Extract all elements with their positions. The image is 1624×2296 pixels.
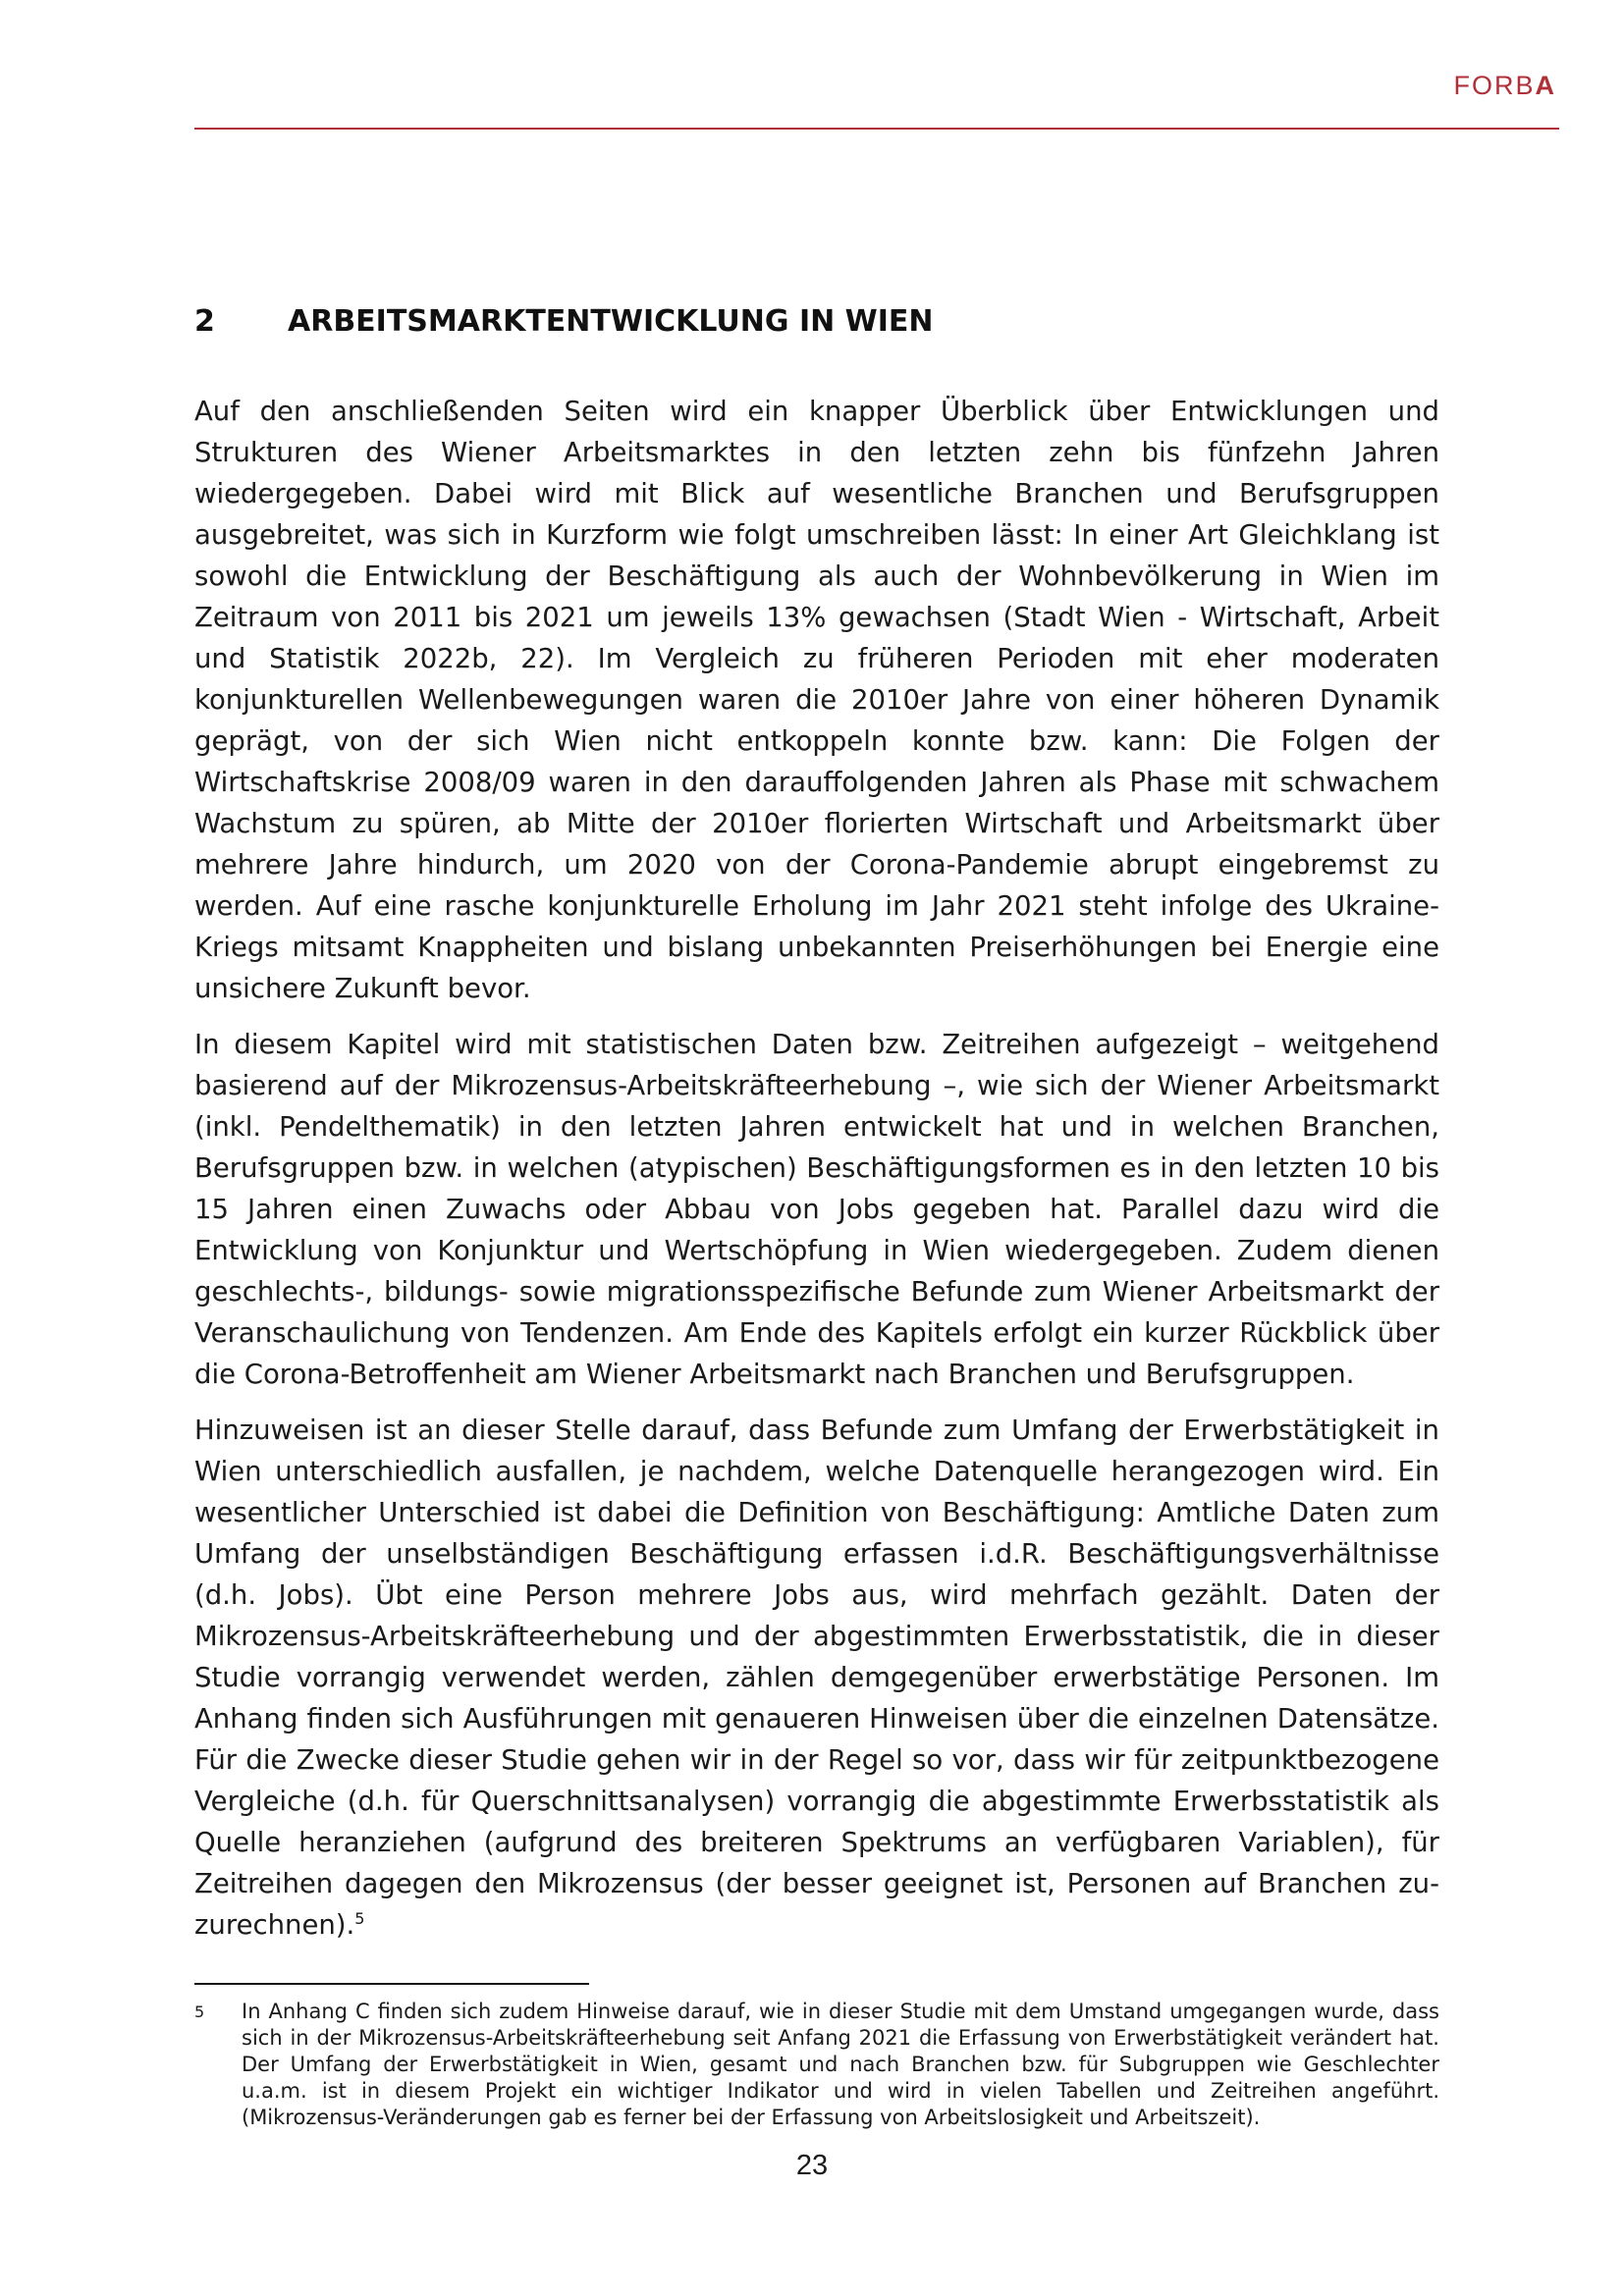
paragraph-1: Auf den anschließenden Seiten wird ein knapper Überblick über Entwicklungen und Strukturen des Wiener Arbeitsmarktes in den letzten zehn bis fünfzehn Jahren wiedergegeben. Dabei wird mit Blick auf wesentliche Branchen und Berufsgruppen ausgebreitet, was sich in Kurzform wie folgt umschreiben lässt: In einer Art Gleichklang ist sowohl die Entwicklung der Beschäftigung als auch der Wohnbevölkerung in Wien im Zeitraum von 2011 bis 2021 um jeweils 13% gewachsen (Stadt Wien - Wirtschaft, Arbeit und Statistik 2022b, 22). Im Vergleich zu früheren Perioden mit eher moderaten konjunkturellen Wellenbewegungen waren die 2010er Jahre von einer höheren Dynamik geprägt, von der sich Wien nicht entkoppeln konnte bzw. kann: Die Folgen der Wirtschaftskrise 2008/09 waren in den darauffolgenden Jahren als Phase mit schwachem Wachstum zu spüren, ab Mitte der 2010er florierten Wirtschaft und Arbeitsmarkt über mehrere Jahre hindurch, um 2020 von der Corona-Pandemie abrupt eingebremst zu werden. Auf eine rasche konjunkturelle Erholung im Jahr 2021 steht infolge des Ukraine-Kriegs mitsamt Knappheiten und bislang unbekannten Preiserhöhungen bei Energie eine unsichere Zukunft bevor. xyxy=(194,396,1439,1004)
chapter-title: ARBEITSMARKTENTWICKLUNG IN WIEN xyxy=(288,304,934,339)
chapter-number: 2 xyxy=(194,304,215,339)
footnote xyxy=(194,1999,1439,2131)
chapter-heading xyxy=(194,304,934,339)
logo-text-last: A xyxy=(1535,71,1556,100)
footnote-text: In Anhang C finden sich zudem Hinweise darauf, wie in dieser Studie mit dem Umstand umgegangen wurde, dass sich in der Mikrozensus-Arbeitskräfteerhebung seit Anfang 2021 die Erfassung von Erwerbstätigkeit verändert hat. Der Umfang der Erwerbstätigkeit in Wien, gesamt und nach Branchen bzw. für Subgruppen wie Geschlechter u.a.m. ist in diesem Projekt ein wichtiger Indikator und wird in vielen Tabellen und Zeitreihen angeführt. (Mikrozensus-Veränderungen gab es ferner bei der Erfassung von Arbeitslosigkeit und Arbeitszeit). xyxy=(242,2000,1439,2129)
logo-text-main: FORB xyxy=(1453,71,1536,100)
page-number: 23 xyxy=(795,2150,829,2181)
paragraph-3 xyxy=(194,1410,1439,1946)
footnote-divider xyxy=(194,1983,589,1985)
paragraph-2: In diesem Kapitel wird mit statistischen Daten bzw. Zeitreihen aufgezeigt – weitgehend basierend auf der Mikrozensus-Arbeitskräfteerhebung –, wie sich der Wiener Arbeitsmarkt (inkl. Pendelthematik) in den letzten Jahren entwickelt hat und in welchen Branchen, Berufsgruppen bzw. in welchen (atypischen) Beschäftigungsformen es in den letzten 10 bis 15 Jahren einen Zuwachs oder Abbau von Jobs gegeben hat. Parallel dazu wird die Entwicklung von Konjunktur und Wertschöpfung in Wien wiedergegeben. Zudem dienen geschlechts-, bildungs- sowie migrationsspezifische Befunde zum Wiener Arbeitsmarkt der Veranschaulichung von Tendenzen. Am Ende des Kapitels erfolgt ein kurzer Rückblick über die Corona-Betroffenheit am Wiener Arbeitsmarkt nach Branchen und Berufsgruppen. xyxy=(194,1029,1439,1390)
paragraph-3-text: Hinzuweisen ist an dieser Stelle darauf, dass Befunde zum Umfang der Erwerbstätigkeit in Wien unterschiedlich ausfallen, je nachdem, welche Datenquelle herangezogen wird. Ein wesentlicher Unterschied ist dabei die Definition von Beschäftigung: Amtliche Daten zum Umfang der unselbständigen Beschäftigung erfassen i.d.R. Beschäftigungsverhältnisse (d.h. Jobs). Übt eine Person mehrere Jobs aus, wird mehrfach gezählt. Daten der Mikrozensus-Arbeitskräfteerhebung und der abgestimmten Erwerbsstatistik, die in dieser Studie vorrangig verwendet werden, zählen demgegenüber erwerbstätige Personen. Im Anhang finden sich Ausführungen mit genaueren Hinweisen über die einzelnen Datensätze. Für die Zwecke dieser Studie gehen wir in der Regel so vor, dass wir für zeitpunktbezogene Vergleiche (d.h. für Querschnittsanalysen) vorrangig die abgestimmte Erwerbsstatistik als Quelle heranziehen (aufgrund des breiteren Spektrums an verfügbaren Variablen), für Zeitreihen dagegen den Mikrozensus (der besser geeignet ist, Personen auf Branchen zuzurechnen). xyxy=(194,1415,1439,1941)
forba-logo xyxy=(1453,71,1556,101)
footnote-number: 5 xyxy=(194,2002,205,2021)
footnote-reference[interactable]: 5 xyxy=(354,1908,365,1928)
header-divider xyxy=(194,128,1559,130)
body-text xyxy=(194,391,1439,1960)
